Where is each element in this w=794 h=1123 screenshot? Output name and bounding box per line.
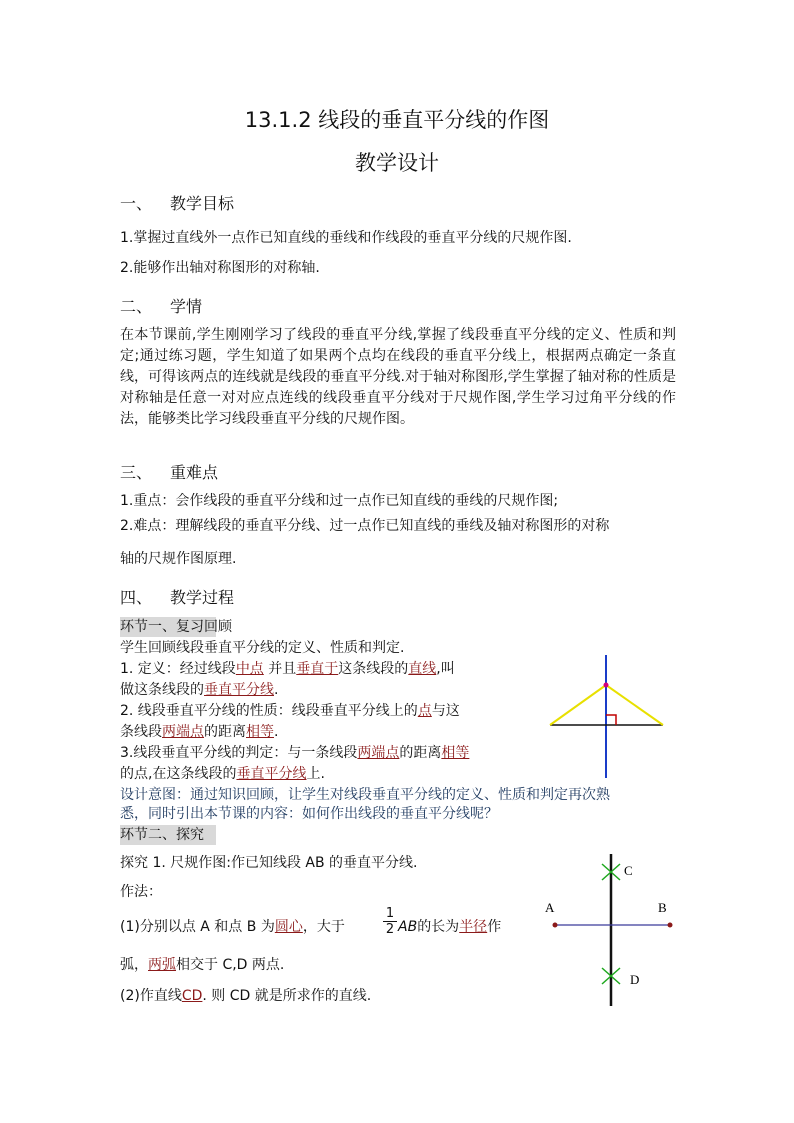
step-1-banner: 环节一、复习回顾	[120, 619, 232, 635]
goal-2: 2.能够作出轴对称图形的对称轴.	[120, 260, 320, 276]
property-line-2	[120, 722, 278, 742]
section-label: 教学过程	[170, 588, 235, 607]
text: 弧，	[120, 957, 148, 973]
answer-endpoints: 两端点	[357, 745, 400, 761]
figure-construction	[540, 850, 685, 1010]
fraction-denominator: 2	[385, 922, 395, 937]
label-b: B	[658, 900, 667, 915]
method-step-2	[120, 986, 371, 1006]
right-angle-mark	[606, 715, 616, 725]
text: 并且	[263, 661, 297, 677]
text: 与这	[431, 703, 460, 719]
label-a: A	[545, 900, 555, 915]
text: 3.线段垂直平分线的判定：与一条线段	[120, 745, 358, 761]
section-number: 三、	[120, 463, 153, 482]
method-label: 作法：	[120, 884, 162, 900]
section-number: 二、	[120, 297, 153, 316]
answer-equal: 相等	[246, 724, 274, 740]
page-subtitle: 教学设计	[355, 151, 439, 175]
text: 的点,在这条线段的	[120, 766, 237, 782]
method-step-1	[120, 917, 345, 937]
section-heading-keypoints	[120, 460, 218, 483]
text: 的距离	[399, 745, 442, 761]
key-point-1: 1.重点：会作线段的垂直平分线和过一点作已知直线的垂线的尺规作图;	[120, 493, 559, 509]
answer-line: 直线	[408, 661, 437, 677]
answer-perp-bisector: 垂直平分线	[236, 766, 307, 782]
step-2-banner: 环节二、探究	[120, 825, 216, 845]
text: (2)作直线	[120, 988, 182, 1004]
text: .	[274, 682, 279, 698]
text: 相交于 C,D 两点.	[176, 957, 285, 973]
answer-two-arcs: 两弧	[148, 957, 176, 973]
key-point-2a: 2.难点：理解线段的垂直平分线、过一点作已知直线的垂线及轴对称图形的对称	[120, 518, 610, 534]
text: 这条线段的	[338, 661, 409, 677]
label-c: C	[624, 863, 633, 878]
section-heading-goals	[120, 191, 234, 214]
judgement-line-2	[120, 764, 325, 784]
label-d: D	[630, 972, 640, 987]
text: ,叫	[436, 661, 455, 677]
text: 的距离	[204, 724, 246, 740]
top-point	[604, 683, 609, 688]
explore-1-title: 探究 1. 尺规作图:作已知线段 AB 的垂直平分线.	[120, 855, 418, 871]
section-heading-situation	[120, 294, 202, 317]
answer-radius: 半径	[459, 919, 488, 935]
design-intent-line-1: 设计意图：通过知识回顾，让学生对线段垂直平分线的定义、性质和判定再次熟	[120, 787, 610, 803]
section-label: 教学目标	[170, 194, 235, 213]
answer-point: 点	[417, 703, 432, 719]
answer-cd: CD	[181, 988, 203, 1004]
method-step-1b	[120, 955, 284, 975]
fraction-numerator: 1	[383, 906, 397, 922]
situation-paragraph: 在本节课前,学生刚刚学习了线段的垂直平分线,掌握了线段垂直平分线的定义、性质和判定;通过练习题，学生知道了如果两个点均在线段的垂直平分线上，根据两点确定一条直线，可得该两点的连线就是线段的垂直平分线.对于轴对称图形,学生掌握了轴对称的性质是对称轴是任意一对对应点连线的线段垂直平分线对于尺规作图,学生学习过角平分线的作法，能够类比学习线段垂直平分线的尺规作图。	[120, 327, 676, 427]
yellow-left	[550, 685, 606, 725]
key-point-2b: 轴的尺规作图原理.	[120, 551, 237, 567]
method-step-1-cont	[398, 917, 501, 937]
text: 上.	[306, 766, 325, 782]
text: 的长为	[417, 919, 460, 935]
answer-midpoint: 中点	[235, 661, 264, 677]
section-number: 一、	[120, 194, 153, 213]
figure-perpendicular-bisector	[545, 650, 675, 780]
text: .	[274, 724, 279, 740]
design-intent-line-2: 悉，同时引出本节课的内容：如何作出线段的垂直平分线呢？	[120, 806, 498, 822]
point-a	[553, 923, 558, 928]
section-label: 重难点	[170, 463, 219, 482]
fraction	[383, 906, 397, 937]
text: . 则 CD 就是所求作的直线.	[202, 988, 372, 1004]
section-heading-process	[120, 585, 234, 608]
judgement-line-1	[120, 743, 469, 763]
segment-ab: AB	[398, 919, 418, 935]
review-intro: 学生回顾线段垂直平分线的定义、性质和判定.	[120, 640, 405, 656]
definition-line-1	[120, 659, 455, 679]
answer-endpoints: 两端点	[162, 724, 204, 740]
text: 1. 定义：经过线段	[120, 661, 236, 677]
answer-perp-bisector: 垂直平分线	[204, 682, 274, 698]
yellow-right	[606, 685, 663, 725]
text: ，大于	[302, 919, 345, 935]
definition-line-2	[120, 680, 278, 700]
answer-perpendicular: 垂直于	[296, 661, 339, 677]
section-label: 学情	[170, 297, 203, 316]
page-title: 13.1.2 线段的垂直平分线的作图	[244, 108, 550, 132]
goal-1: 1.掌握过直线外一点作已知直线的垂线和作线段的垂直平分线的尺规作图.	[120, 230, 572, 246]
text: (1)分别以点 A 和点 B 为	[120, 919, 275, 935]
text: 做这条线段的	[120, 682, 204, 698]
text: 2. 线段垂直平分线的性质：线段垂直平分线上的	[120, 703, 418, 719]
property-line-1	[120, 701, 460, 721]
text: 作	[487, 919, 502, 935]
answer-equal: 相等	[441, 745, 470, 761]
point-b	[668, 923, 673, 928]
section-number: 四、	[120, 588, 153, 607]
text: 条线段	[120, 724, 162, 740]
answer-center: 圆心	[274, 919, 303, 935]
